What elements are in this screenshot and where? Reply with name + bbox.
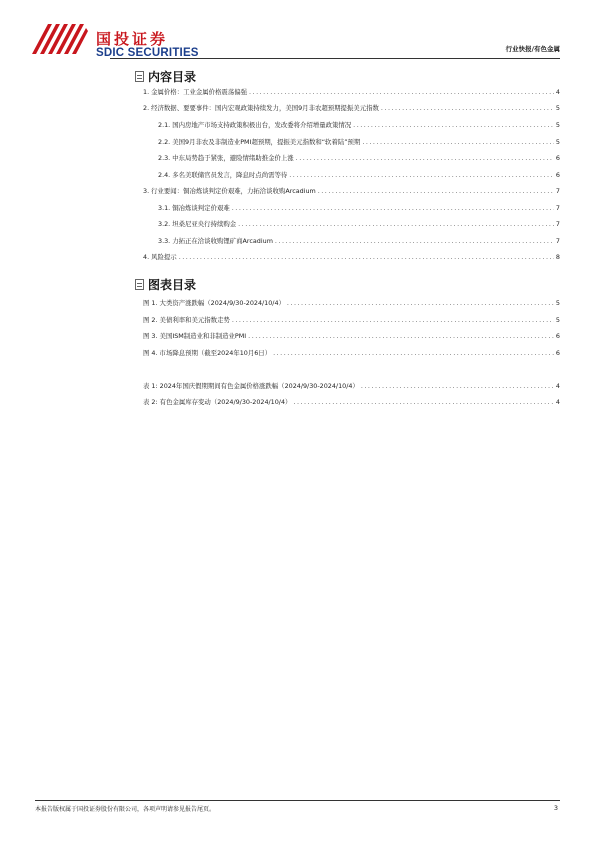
figure-entry[interactable]: 图 3. 美国ISM制造业和非制造业PMI ..... 6 [143, 331, 560, 343]
toc-entry[interactable]: 3.3. 力拓正在洽谈收购锂矿商Arcadium ..... 7 [158, 236, 560, 248]
page-number: 3 [553, 804, 558, 812]
company-logo [28, 14, 248, 58]
toc-entry[interactable]: 3.1. 铜冶炼谈判定价艰难 ..... 7 [158, 203, 560, 215]
figure-entry[interactable]: 图 4. 市场降息预期（截至2024年10月6日） ..... 6 [143, 348, 560, 360]
figure-entry[interactable]: 图 2. 美债利率和美元指数走势 ..... 5 [143, 315, 560, 327]
list-icon [135, 279, 144, 290]
header-divider [110, 58, 560, 59]
toc-entry[interactable]: 2.2. 美国9月非农及非制造业PMI超预期，提振美元指数和“软着陆”预期 ..... 5 [158, 137, 560, 149]
logo-stripes-icon [28, 20, 90, 54]
table-entry[interactable]: 表 2: 有色金属库存变动（2024/9/30-2024/10/4） ..... 4 [143, 397, 560, 409]
report-category: 行业快报/有色金属 [505, 45, 560, 53]
toc-entry[interactable]: 2.3. 中东局势趋于紧张，避险情绪助推金价上涨 ..... 6 [158, 153, 560, 165]
logo-english-name: SDIC SECURITIES [96, 47, 199, 59]
toc-heading: 内容目录 [135, 68, 196, 85]
figures-heading: 图表目录 [135, 276, 196, 293]
toc-entry[interactable]: 4. 风险提示 ..... 8 [143, 252, 560, 264]
logo-chinese-name: 国投证券 [96, 30, 169, 48]
toc-entry[interactable]: 3. 行业要闻：铜冶炼谈判定价艰难，力拓洽谈收购Arcadium ..... 7 [143, 186, 560, 198]
list-icon [135, 71, 144, 82]
footer-divider [35, 800, 560, 801]
toc-entry[interactable]: 2. 经济数据、要要事件：国内宏观政策持续发力，美国9月非农超预期提振美元指数 ..... 5 [143, 103, 560, 115]
table-entry[interactable]: 表 1: 2024年国庆假期期间有色金属价格涨跌幅（2024/9/30-2024/10/4） ..... 4 [143, 381, 560, 393]
toc-entry[interactable]: 1. 金属价格：工业金属价格震荡偏强 ..... 4 [143, 87, 560, 99]
toc-entry[interactable]: 2.4. 多名美联储官员发言，降息时点尚需等待 ..... 6 [158, 170, 560, 182]
toc-entry[interactable]: 3.2. 坦桑尼亚央行持续购金 ..... 7 [158, 219, 560, 231]
toc-entry[interactable]: 2.1. 国内房地产市场支持政策积极出台，发改委将介绍增量政策情况 ..... 5 [158, 120, 560, 132]
figure-entry[interactable]: 图 1. 大类资产涨跌幅（2024/9/30-2024/10/4） ..... 5 [143, 298, 560, 310]
footer-disclaimer: 本报告版权属于国投证券股份有限公司，各项声明请参见报告尾页。 [35, 806, 216, 813]
